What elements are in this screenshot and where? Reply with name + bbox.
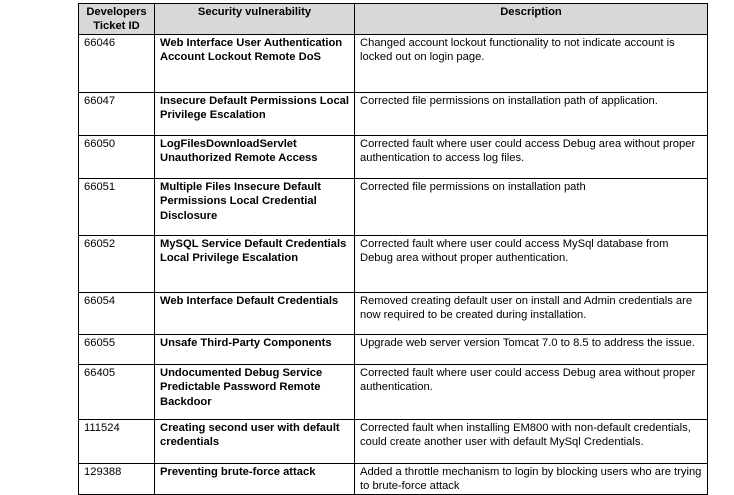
vulnerability-name-cell: Creating second user with default credentials bbox=[155, 419, 355, 463]
ticket-id-cell: 129388 bbox=[79, 463, 155, 494]
description-cell: Corrected fault where user could access Debug area without proper authentication. bbox=[355, 364, 708, 419]
description-cell: Corrected fault where user could access Debug area without proper authentication to access log files. bbox=[355, 135, 708, 178]
vulnerability-table bbox=[78, 3, 708, 495]
vulnerability-name-cell: Multiple Files Insecure Default Permissions Local Credential Disclosure bbox=[155, 178, 355, 235]
description-cell: Changed account lockout functionality to not indicate account is locked out on login page. bbox=[355, 34, 708, 92]
table-row bbox=[79, 334, 708, 364]
ticket-id-cell: 111524 bbox=[79, 419, 155, 463]
description-cell: Removed creating default user on install and Admin credentials are now required to be created during installation. bbox=[355, 292, 708, 334]
ticket-id-cell: 66051 bbox=[79, 178, 155, 235]
vulnerability-name-cell: Web Interface User Authentication Account Lockout Remote DoS bbox=[155, 34, 355, 92]
description-cell: Corrected fault when installing EM800 with non-default credentials, could create another user with default MySql Credentials. bbox=[355, 419, 708, 463]
vulnerability-name-cell: MySQL Service Default Credentials Local Privilege Escalation bbox=[155, 235, 355, 292]
table-row bbox=[79, 235, 708, 292]
ticket-id-cell: 66050 bbox=[79, 135, 155, 178]
vulnerability-name-cell: LogFilesDownloadServlet Unauthorized Remote Access bbox=[155, 135, 355, 178]
vulnerability-name-cell: Undocumented Debug Service Predictable Password Remote Backdoor bbox=[155, 364, 355, 419]
description-cell: Corrected file permissions on installation path of application. bbox=[355, 92, 708, 135]
header-description: Description bbox=[355, 4, 708, 35]
description-cell: Corrected fault where user could access MySql database from Debug area without proper authentication. bbox=[355, 235, 708, 292]
ticket-id-cell: 66052 bbox=[79, 235, 155, 292]
vulnerability-name-cell: Insecure Default Permissions Local Privilege Escalation bbox=[155, 92, 355, 135]
vulnerability-name-cell: Unsafe Third-Party Components bbox=[155, 334, 355, 364]
table-row bbox=[79, 34, 708, 92]
description-cell: Added a throttle mechanism to login by blocking users who are trying to brute-force attack bbox=[355, 463, 708, 494]
table-row bbox=[79, 92, 708, 135]
description-cell: Corrected file permissions on installation path bbox=[355, 178, 708, 235]
ticket-id-cell: 66405 bbox=[79, 364, 155, 419]
ticket-id-cell: 66054 bbox=[79, 292, 155, 334]
header-row bbox=[79, 4, 708, 35]
ticket-id-cell: 66046 bbox=[79, 34, 155, 92]
table-row bbox=[79, 419, 708, 463]
ticket-id-cell: 66047 bbox=[79, 92, 155, 135]
header-ticket-id: Developers Ticket ID bbox=[79, 4, 155, 35]
vulnerability-name-cell: Web Interface Default Credentials bbox=[155, 292, 355, 334]
header-security-vulnerability: Security vulnerability bbox=[155, 4, 355, 35]
ticket-id-cell: 66055 bbox=[79, 334, 155, 364]
table-row bbox=[79, 135, 708, 178]
table-row bbox=[79, 178, 708, 235]
vulnerability-name-cell: Preventing brute-force attack bbox=[155, 463, 355, 494]
table-row bbox=[79, 364, 708, 419]
description-cell: Upgrade web server version Tomcat 7.0 to 8.5 to address the issue. bbox=[355, 334, 708, 364]
table-row bbox=[79, 292, 708, 334]
